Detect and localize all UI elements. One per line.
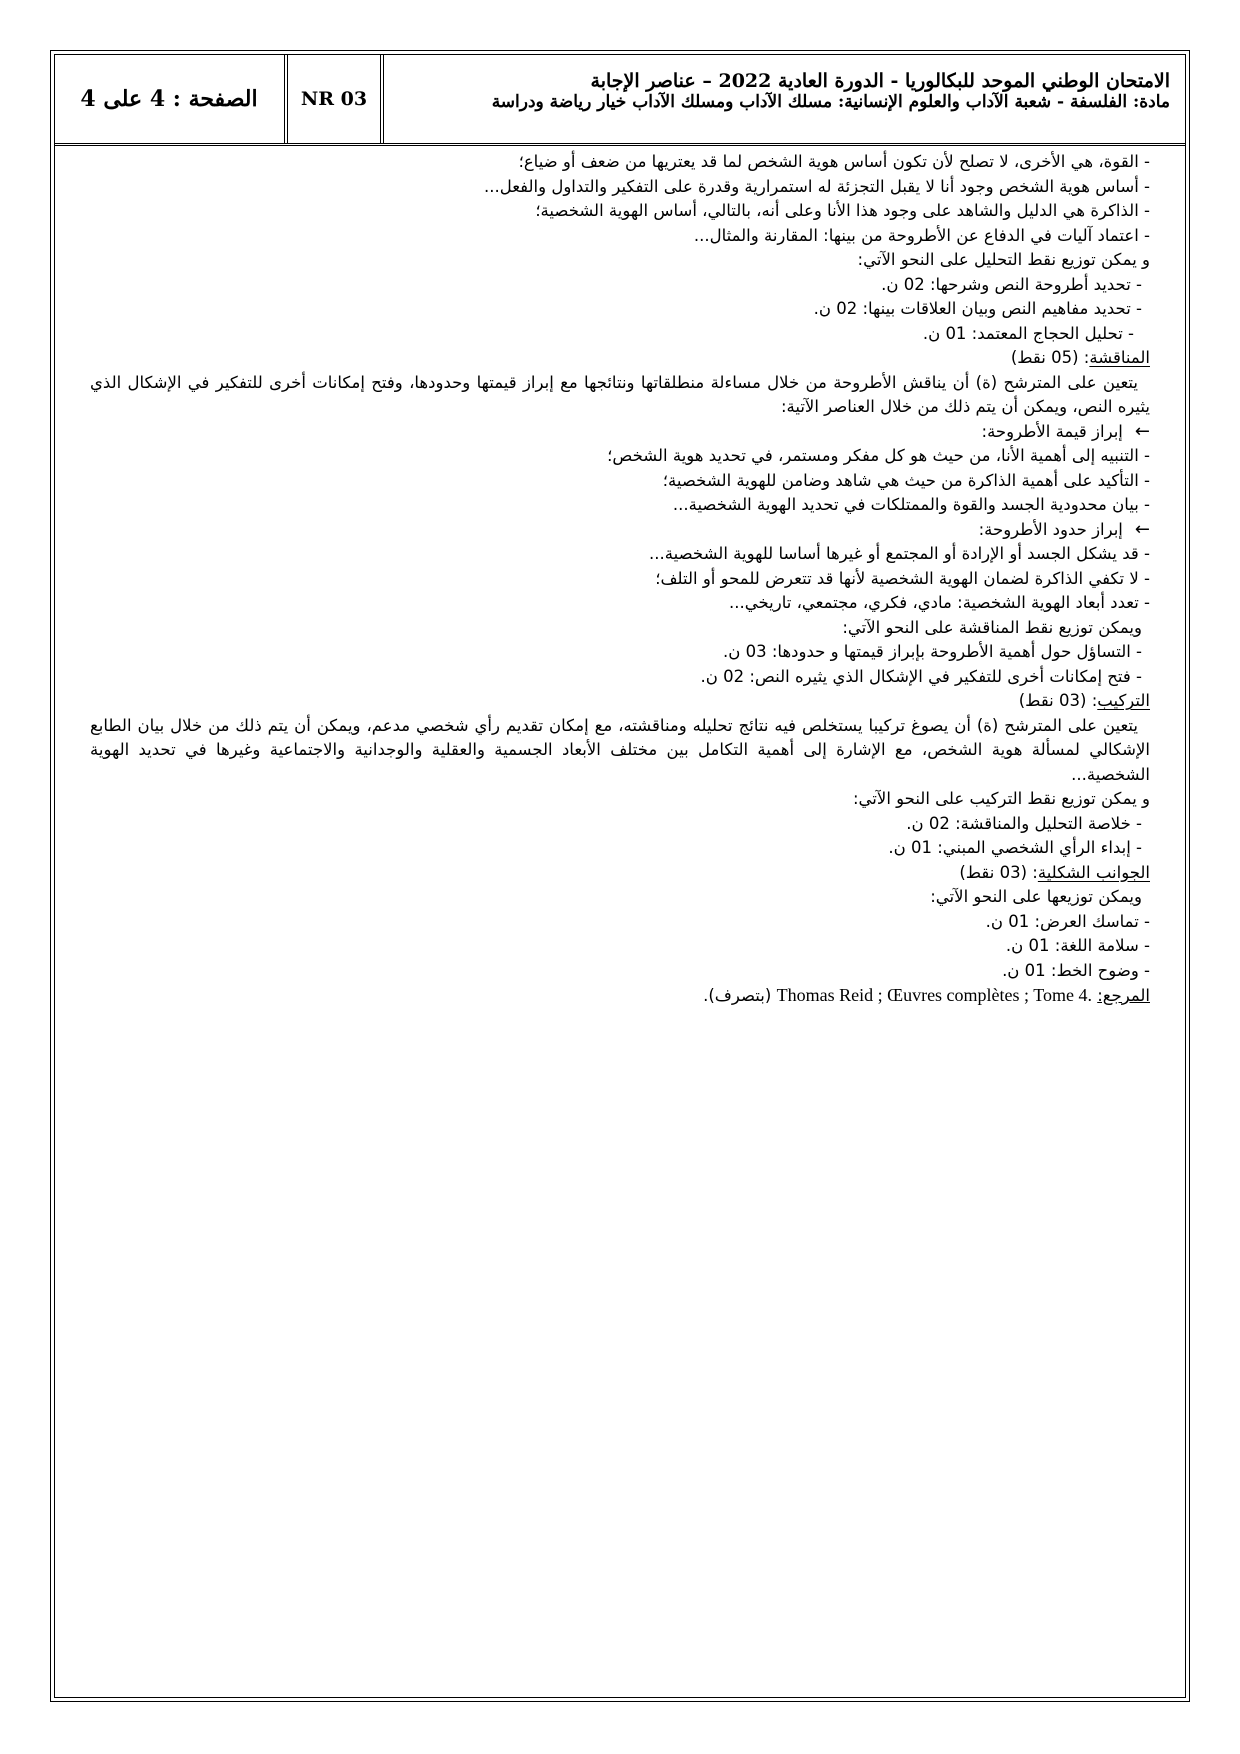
value-item: - بيان محدودية الجسد والقوة والممتلكات في تحديد الهوية الشخصية... <box>672 495 1150 514</box>
formal-points: : (03 نقط) <box>959 862 1038 882</box>
value-title-line <box>90 420 1150 445</box>
analysis-distribution-item: - تحليل الحجاج المعتمد: 01 ن. <box>922 323 1134 343</box>
discussion-heading: المناقشة <box>1089 348 1150 367</box>
discussion-heading-line <box>90 346 1150 371</box>
formal-heading-line <box>90 861 1150 886</box>
value-item: - التأكيد على أهمية الذاكرة من حيث هي شاهد وضامن للهوية الشخصية؛ <box>662 470 1150 490</box>
reference-note: (بتصرف). <box>703 986 772 1005</box>
formal-heading: الجوانب الشكلية <box>1037 862 1150 882</box>
limits-title: إبراز حدود الأطروحة: <box>978 519 1123 539</box>
synthesis-distribution-item: - إبداء الرأي الشخصي المبني: 01 ن. <box>888 838 1142 857</box>
discussion-distribution-intro: ويمكن توزيع نقط المناقشة على النحو الآتي: <box>842 617 1142 637</box>
exam-header <box>54 54 1186 146</box>
answer-key-content <box>90 150 1150 1008</box>
analysis-point: - الذاكرة هي الدليل والشاهد على وجود هذا الأنا وعلى أنه، بالتالي، أساس الهوية الشخصية؛ <box>535 201 1150 220</box>
discussion-distribution-item: - التساؤل حول أهمية الأطروحة بإبراز قيمتها و حدودها: 03 ن. <box>723 642 1142 661</box>
analysis-point: - اعتماد آليات في الدفاع عن الأطروحة من بينها: المقارنة والمثال... <box>693 225 1150 245</box>
arrow-left-icon: ← <box>1134 518 1150 540</box>
limits-item: - لا تكفي الذاكرة لضمان الهوية الشخصية لأنها قد تتعرض للمحو أو التلف؛ <box>655 568 1150 588</box>
exam-title <box>384 54 1174 143</box>
analysis-distribution-item: - تحديد أطروحة النص وشرحها: 02 ن. <box>881 274 1142 294</box>
analysis-point: - القوة، هي الأخرى، لا تصلح لأن تكون أساس هوية الشخص لما قد يعتريها من ضعف أو ضياع؛ <box>518 152 1150 171</box>
discussion-paragraph: يتعين على المترشح (ة) أن يناقش الأطروحة من خلال مساءلة منطلقاتها ونتائجها مع إبراز قيمتها وحدودها، وفتح إمكانات أخرى للتفكير في الإشكال الذي يثيره النص، ويمكن أن يتم ذلك من خلال العناصر الآتية: <box>90 372 1150 416</box>
limits-item: - تعدد أبعاد الهوية الشخصية: مادي، فكري، مجتمعي، تاريخي... <box>729 593 1150 612</box>
synthesis-heading-line <box>90 689 1150 714</box>
analysis-distribution-intro: و يمكن توزيع نقط التحليل على النحو الآتي: <box>857 250 1150 269</box>
arrow-left-icon: ← <box>1134 420 1150 442</box>
formal-distribution-intro: ويمكن توزيعها على النحو الآتي: <box>930 887 1142 906</box>
discussion-points: : (05 نقط) <box>1010 348 1090 367</box>
formal-item: - تماسك العرض: 01 ن. <box>985 911 1150 931</box>
synthesis-distribution-intro: و يمكن توزيع نقط التركيب على النحو الآتي: <box>853 789 1150 808</box>
reference-label: المرجع: <box>1097 986 1150 1005</box>
discussion-distribution-item: - فتح إمكانات أخرى للتفكير في الإشكال الذي يثيره النص: 02 ن. <box>700 666 1142 686</box>
exam-code: NR 03 <box>300 87 368 110</box>
synthesis-heading: التركيب <box>1097 691 1150 710</box>
reference-line <box>90 983 1150 1008</box>
synthesis-points: : (03 نقط) <box>1018 691 1098 710</box>
value-item: - التنبيه إلى أهمية الأنا، من حيث هو كل مفكر ومستمر، في تحديد هوية الشخص؛ <box>607 446 1150 465</box>
analysis-point: - أساس هوية الشخص وجود أنا لا يقبل التجزئة له استمرارية وقدرة على التفكير والتداول والفعل... <box>483 176 1150 196</box>
exam-subject-line: مادة: الفلسفة - شعبة الآداب والعلوم الإنسانية: مسلك الآداب ومسلك الآداب خيار رياضة ودراسة <box>491 92 1170 112</box>
formal-item: - وضوح الخط: 01 ن. <box>1002 960 1150 980</box>
reference-source: Thomas Reid ; Œuvres complètes ; Tome 4. <box>776 985 1092 1005</box>
formal-item: - سلامة اللغة: 01 ن. <box>1005 936 1150 955</box>
synthesis-paragraph: يتعين على المترشح (ة) أن يصوغ تركيبا يستخلص فيه نتائج تحليله ومناقشته، مع إمكان تقديم رأي شخصي مدعم، ويمكن أن يتم ذلك من خلال بيان الطابع الإشكالي لمسألة هوية الشخص، مع الإشارة إلى أهمية التكامل بين مختلف الأبعاد الجسمية والعقلية والوجدانية والاجتماعية وغيرها في تحديد الهوية الشخصية... <box>90 715 1150 784</box>
value-title: إبراز قيمة الأطروحة: <box>981 421 1123 441</box>
limits-title-line <box>90 518 1150 543</box>
limits-item: - قد يشكل الجسد أو الإرادة أو المجتمع أو غيرها أساسا للهوية الشخصية... <box>649 544 1150 563</box>
analysis-distribution-item: - تحديد مفاهيم النص وبيان العلاقات بينها: 02 ن. <box>813 299 1142 318</box>
synthesis-distribution-item: - خلاصة التحليل والمناقشة: 02 ن. <box>906 813 1142 833</box>
exam-title-line1: الامتحان الوطني الموحد للبكالوريا - الدورة العادية 2022 – عناصر الإجابة <box>590 70 1170 92</box>
page-number: الصفحة : 4 على 4 <box>80 85 258 112</box>
